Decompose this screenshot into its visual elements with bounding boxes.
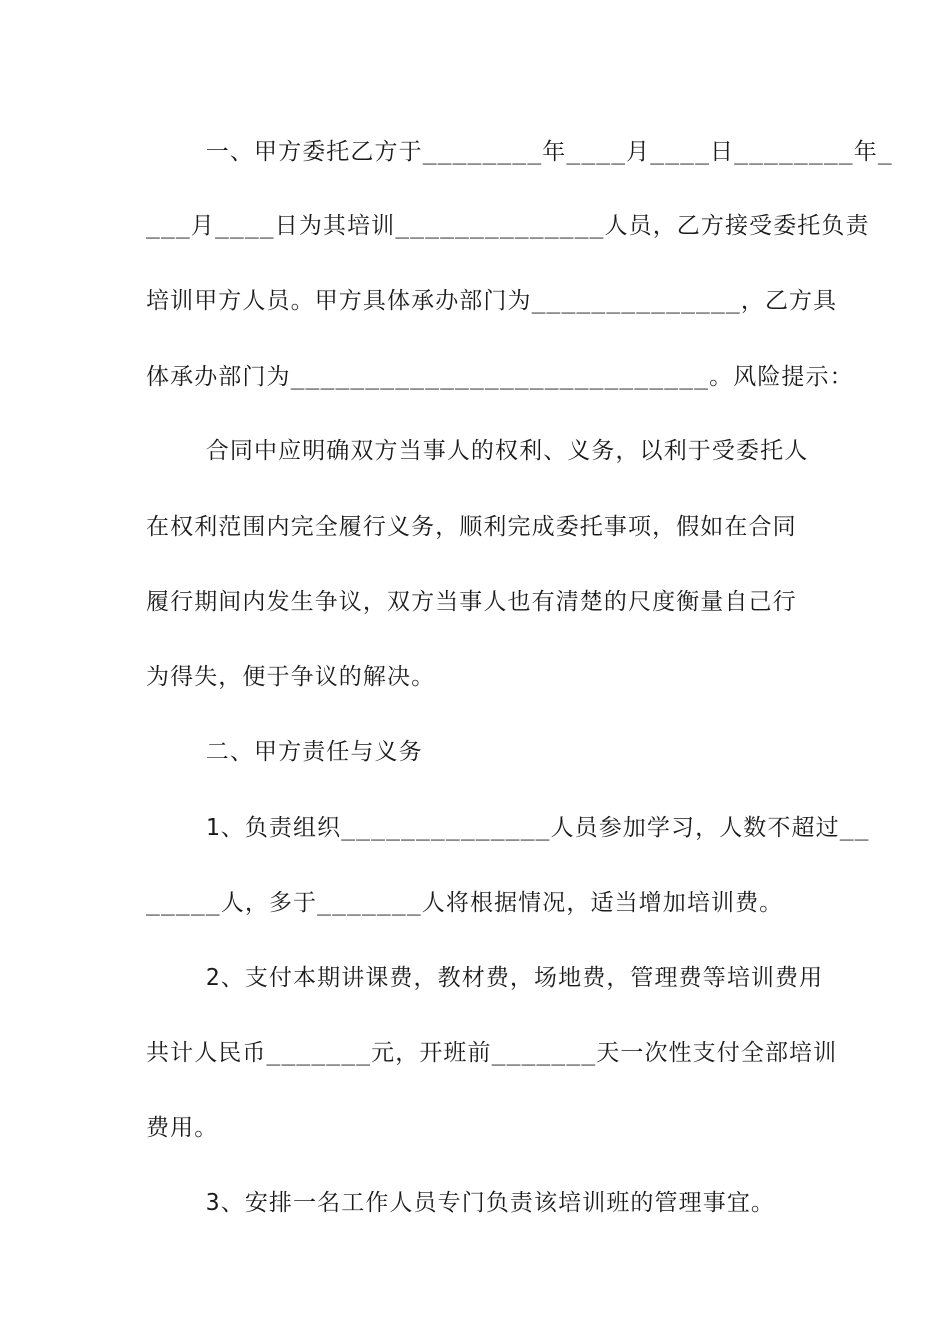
item-2-line-1: 2、支付本期讲课费，教材费，场地费，管理费等培训费用 bbox=[146, 965, 824, 991]
risk-note-line-3: 履行期间内发生争议，双方当事人也有清楚的尺度衡量自己行 bbox=[146, 589, 797, 615]
paragraph-1-line-3: 培训甲方人员。甲方具体承办部门为______________，乙方具 bbox=[146, 288, 838, 314]
risk-note-line-1: 合同中应明确双方当事人的权利、义务，以利于受委托人 bbox=[146, 438, 809, 464]
item-1-line-2: _____人，多于_______人将根据情况，适当增加培训费。 bbox=[146, 890, 784, 916]
item-1-line-1: 1、负责组织______________人员参加学习，人数不超过__ bbox=[146, 815, 870, 841]
item-3-line-1: 3、安排一名工作人员专门负责该培训班的管理事宜。 bbox=[146, 1190, 776, 1216]
risk-note-line-4: 为得失，便于争议的解决。 bbox=[146, 664, 436, 690]
item-2-line-3: 费用。 bbox=[146, 1115, 219, 1141]
section-heading-2: 二、甲方责任与义务 bbox=[146, 739, 423, 765]
paragraph-1-line-1: 一、甲方委托乙方于________年____月____日________年_ bbox=[146, 139, 893, 165]
risk-note-line-2: 在权利范围内完全履行义务，顺利完成委托事项，假如在合同 bbox=[146, 514, 797, 540]
paragraph-1-line-2: ___月____日为其培训______________人员，乙方接受委托负责 bbox=[146, 213, 870, 239]
item-2-line-2: 共计人民币_______元，开班前_______天一次性支付全部培训 bbox=[146, 1040, 838, 1066]
paragraph-1-line-4: 体承办部门为____________________________。风险提示： bbox=[146, 364, 854, 390]
